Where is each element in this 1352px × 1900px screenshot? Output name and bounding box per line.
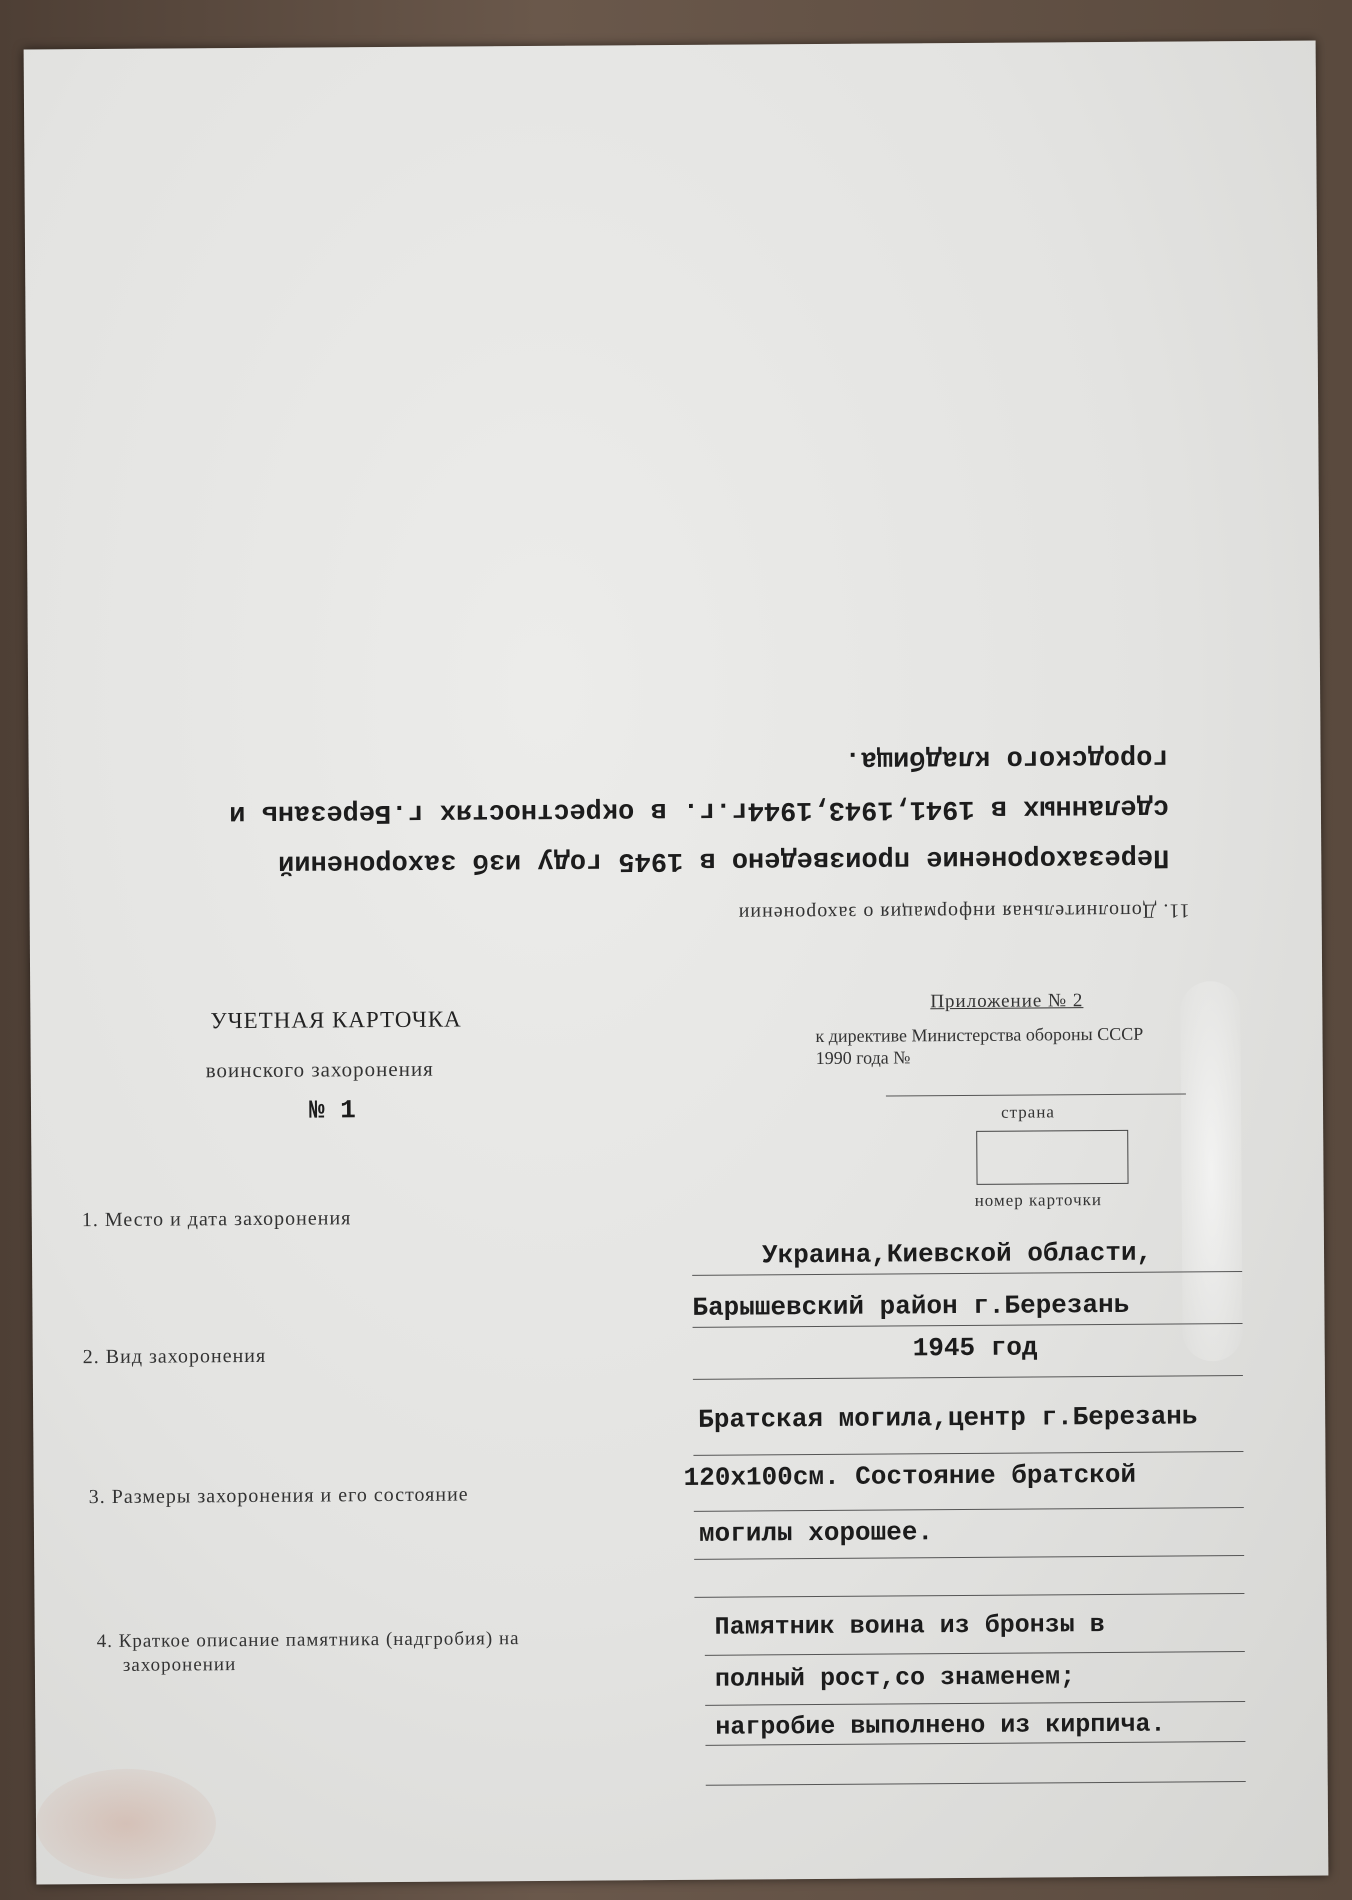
value-line <box>692 1271 1242 1276</box>
addendum-line-3: городского кладбища. <box>844 741 1169 774</box>
monument-value-1: Памятник воина из бронзы в <box>714 1610 1105 1642</box>
appendix-label: Приложение № 2 <box>930 990 1084 1013</box>
card-number: № 1 <box>308 1095 356 1126</box>
country-label: страна <box>1000 1102 1055 1122</box>
value-line <box>705 1741 1245 1746</box>
water-stain <box>36 1768 217 1879</box>
monument-value-3: нагробие выполнено из кирпича. <box>715 1709 1166 1742</box>
card-title: УЧЕТНАЯ КАРТОЧКА <box>210 1006 462 1034</box>
appendix-year: 1990 года № <box>815 1047 911 1069</box>
card-number-box <box>976 1130 1128 1185</box>
card-number-label: номер карточки <box>974 1190 1103 1210</box>
field-label-kind: 2. Вид захоронения <box>82 1344 267 1369</box>
monument-value-2: полный рост,со знаменем; <box>714 1662 1076 1694</box>
kind-value: Братская могила,центр г.Березань <box>698 1401 1198 1435</box>
field-label-size: 3. Размеры захоронения и его состояние <box>88 1483 469 1509</box>
place-value-2: Барышевский район г.Березань <box>692 1289 1130 1323</box>
place-value-3: 1945 год <box>912 1332 1038 1364</box>
crease-shadow <box>1180 981 1243 1361</box>
value-line <box>706 1781 1246 1786</box>
place-value-1: Украина,Киевской области, <box>761 1237 1153 1271</box>
addendum-line-2: сделанных в 1941,1943,1944г.г. в окрестностях г.Березань и <box>229 791 1170 829</box>
field-label-monument: 4. Краткое описание памятника (надгробия) на <box>96 1628 520 1653</box>
value-line <box>694 1555 1244 1560</box>
value-line <box>693 1323 1243 1328</box>
size-value-2: могилы хорошее. <box>698 1517 934 1549</box>
value-line <box>693 1451 1243 1456</box>
value-line <box>705 1651 1245 1656</box>
section-11-heading: 11. Дополнительная информация о захоронении <box>737 899 1190 925</box>
field-label-monument-2: захоронении <box>122 1654 237 1676</box>
value-line <box>705 1701 1245 1706</box>
value-line <box>694 1507 1244 1512</box>
value-line <box>693 1375 1243 1380</box>
size-value-1: 120х100см. Состояние братской <box>683 1459 1137 1493</box>
value-line <box>694 1593 1244 1598</box>
country-line <box>886 1093 1186 1096</box>
appendix-directive: к директиве Министерства обороны СССР <box>815 1023 1144 1047</box>
addendum-line-1: Перезахоронение произведено в 1945 году изб захоронений <box>278 841 1170 878</box>
card-subtitle: воинского захоронения <box>205 1056 434 1083</box>
upside-down-addendum <box>148 701 1190 928</box>
record-card-sheet <box>24 41 1329 1885</box>
field-label-place: 1. Место и дата захоронения <box>81 1207 352 1232</box>
